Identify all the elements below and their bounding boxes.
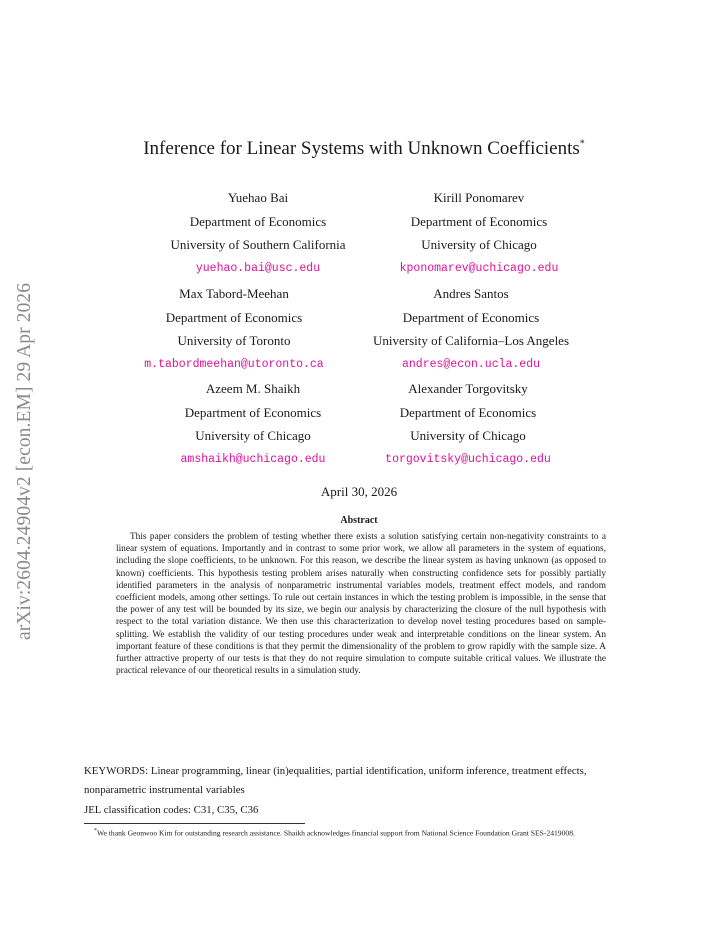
author-department: Department of Economics bbox=[184, 404, 322, 420]
author-email-link[interactable]: kponomarev@uchicago.edu bbox=[399, 261, 559, 275]
footnote-line bbox=[84, 826, 638, 839]
author-name: Max Tabord-Meehan bbox=[179, 286, 289, 301]
footnote-mark: * bbox=[94, 828, 97, 834]
author-name: Yuehao Bai bbox=[227, 190, 289, 205]
author-email-link[interactable]: andres@econ.ucla.edu bbox=[401, 357, 541, 371]
author-affiliation: University of California–Los Angeles bbox=[372, 333, 570, 348]
footnote bbox=[84, 826, 638, 839]
author-affiliation: University of Chicago bbox=[410, 428, 526, 443]
author-department: Department of Economics bbox=[402, 309, 540, 325]
author-affiliation: University of Toronto bbox=[177, 333, 291, 348]
author-name: Alexander Torgovitsky bbox=[408, 381, 528, 396]
author-department: Department of Economics bbox=[189, 213, 327, 229]
paper-date: April 30, 2026 bbox=[320, 484, 398, 499]
title-footnote-mark: * bbox=[579, 138, 585, 150]
author-email-link[interactable]: torgovitsky@uchicago.edu bbox=[385, 452, 551, 466]
abstract-body: This paper considers the problem of testing whether there exists a solution satisfying certain non-negativity constraints to a linear system of equations. Importantly and in contrast to some prior work, we allow all parameters in the system of equations, including the slope coefficients, to be unknown. For this reason, we describe the linear system as having unknown (as opposed to known) coefficients. This hypothesis testing problem arises naturally when constructing confidence sets for possibly partially identified parameters in the analysis of nonparametric instrumental variables models, treatment effect models, and random coefficient models, among other settings. To rule out certain instances in which the testing problem is impossible, in the sense that the power of any test will be bounded by its size, we begin our analysis by characterizing the closure of the null hypothesis with respect to the total variation distance. We then use this characterization to develop novel testing procedures based on sample-splitting. We establish the validity of our testing procedures under weak and interpretable conditions on the linear system. An important feature of these conditions is that they permit the dimensionality of the problem to grow rapidly with the sample size. A further attractive property of our tests is that they do not require simulation to compute suitable critical values. We illustrate the practical relevance of our theoretical results in a simulation study. bbox=[116, 532, 606, 677]
author-block bbox=[118, 282, 350, 376]
author-block bbox=[150, 186, 366, 280]
title-text: Inference for Linear Systems with Unknown Coefficients bbox=[143, 138, 580, 159]
author-department: Department of Economics bbox=[410, 213, 548, 229]
author-affiliation: University of Chicago bbox=[421, 237, 537, 252]
author-block bbox=[146, 377, 360, 471]
author-department: Department of Economics bbox=[399, 404, 537, 420]
author-affiliation: University of Southern California bbox=[170, 237, 346, 252]
author-affiliation: University of Chicago bbox=[195, 428, 311, 443]
author-block bbox=[356, 282, 586, 376]
author-name: Kirill Ponomarev bbox=[433, 190, 525, 205]
abstract-heading: Abstract bbox=[340, 515, 378, 526]
paper-title bbox=[0, 138, 720, 160]
author-name: Azeem M. Shaikh bbox=[205, 381, 301, 396]
author-email-link[interactable]: m.tabordmeehan@utoronto.ca bbox=[144, 357, 324, 371]
author-email-link[interactable]: amshaikh@uchicago.edu bbox=[180, 452, 326, 466]
footnote-divider bbox=[84, 823, 305, 824]
author-block bbox=[360, 377, 576, 471]
author-email-link[interactable]: yuehao.bai@usc.edu bbox=[195, 261, 321, 275]
author-name: Andres Santos bbox=[433, 286, 509, 301]
author-block bbox=[368, 186, 590, 280]
jel-codes: JEL classification codes: C31, C35, C36 bbox=[84, 804, 259, 816]
footnote-text: We thank Geonwoo Kim for outstanding research assistance. Shaikh acknowledges financial support from National Science Foundation Grant SES-2419008. bbox=[97, 828, 575, 838]
arxiv-identifier-stamp: arXiv:2604.24904v2 [econ.EM] 29 Apr 2026 bbox=[14, 282, 35, 640]
keywords-line: KEYWORDS: Linear programming, linear (in)equalities, partial identification, uniform inference, treatment effects, nonparametric instrumental variables bbox=[84, 765, 587, 796]
author-department: Department of Economics bbox=[165, 309, 303, 325]
